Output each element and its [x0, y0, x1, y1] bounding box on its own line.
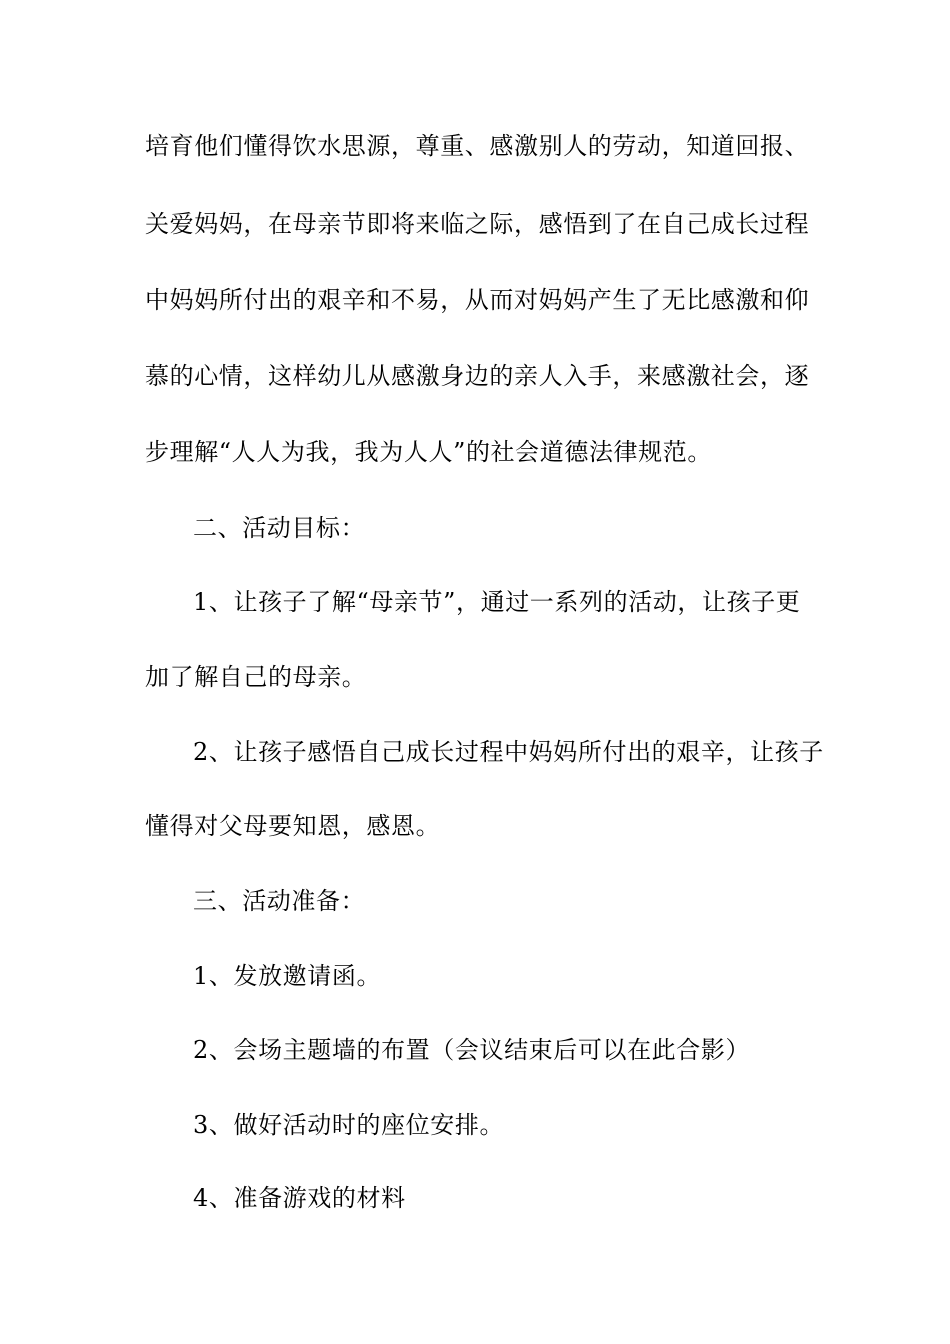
body-text-line: 中妈妈所付出的艰辛和不易，从而对妈妈产生了无比感激和仰	[145, 286, 810, 314]
list-item: 4、准备游戏的材料	[193, 1184, 406, 1212]
list-item: 1、让孩子了解“母亲节”，通过一系列的活动，让孩子更	[193, 588, 801, 616]
section-heading: 二、活动目标：	[193, 514, 366, 542]
list-item: 3、做好活动时的座位安排。	[193, 1111, 505, 1139]
list-item: 2、会场主题墙的布置（会议结束后可以在此合影）	[193, 1036, 751, 1064]
list-item-continuation: 懂得对父母要知恩，感恩。	[145, 812, 441, 840]
list-item: 1、发放邀请函。	[193, 962, 382, 990]
list-item: 2、让孩子感悟自己成长过程中妈妈所付出的艰辛，让孩子	[193, 738, 824, 766]
list-item-continuation: 加了解自己的母亲。	[145, 663, 367, 691]
body-text-line: 培育他们懂得饮水思源，尊重、感激别人的劳动，知道回报、	[145, 132, 810, 160]
section-heading: 三、活动准备：	[193, 887, 366, 915]
body-text-line: 慕的心情，这样幼儿从感激身边的亲人入手，来感激社会，逐	[145, 362, 810, 390]
body-text-line: 步理解“人人为我，我为人人”的社会道德法律规范。	[145, 438, 712, 466]
body-text-line: 关爱妈妈，在母亲节即将来临之际，感悟到了在自己成长过程	[145, 210, 810, 238]
